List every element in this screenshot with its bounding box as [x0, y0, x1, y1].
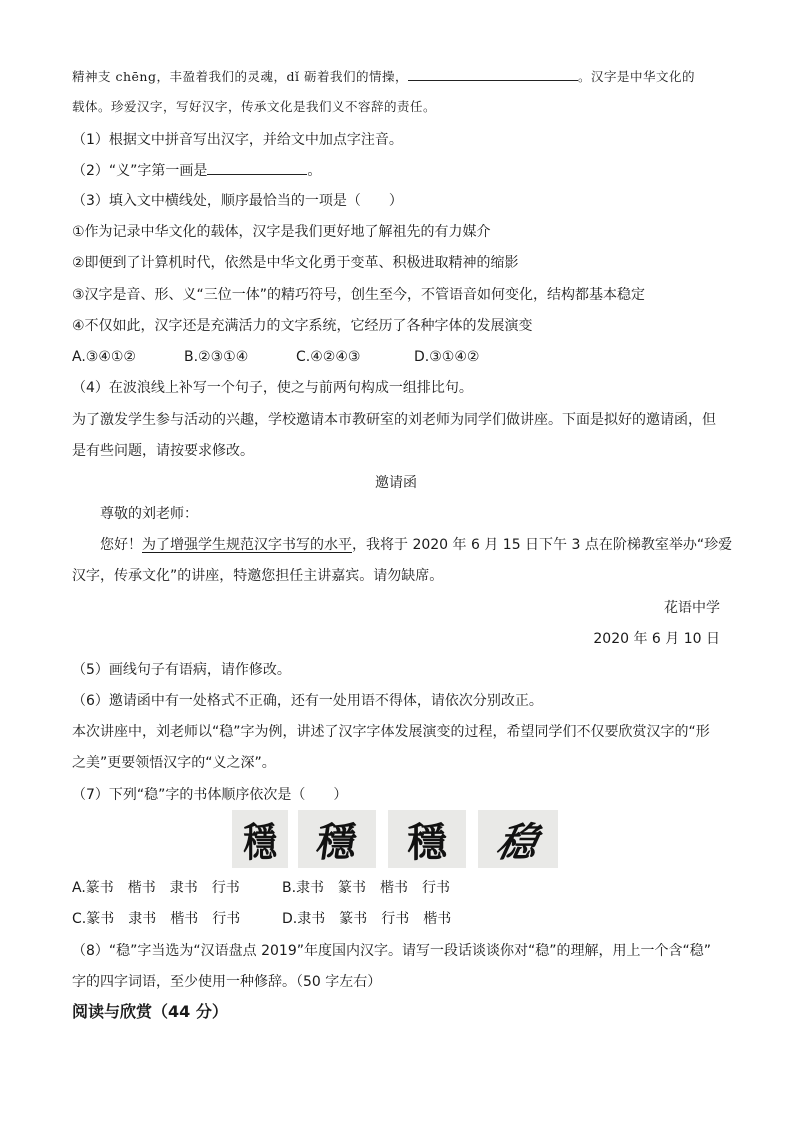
- q7-option-c[interactable]: C.篆书 隶书 楷书 行书: [72, 911, 241, 927]
- question-2: [72, 160, 720, 181]
- q3-item-1: ①作为记录中华文化的载体，汉字是我们更好地了解祖先的有力媒介: [72, 224, 491, 240]
- q3-item-2: ②即便到了计算机时代，依然是中华文化勇于变革、积极进取精神的缩影: [72, 255, 519, 271]
- q7-option-d[interactable]: D.隶书 篆书 行书 楷书: [282, 911, 452, 927]
- question-2-end: 。: [307, 163, 322, 179]
- q3-options: [72, 347, 720, 367]
- q3-item-4: ④不仅如此，汉字还是充满活力的文字系统，它经历了各种字体的发展演变: [72, 318, 533, 334]
- fill-blank-q2[interactable]: [207, 160, 307, 175]
- question-8-line-1: （8）“稳”字当选为“汉语盘点 2019”年度国内汉字。请写一段话谈谈你对“稳”的理解，用上一个含“稳”: [72, 943, 712, 959]
- calligraphy-char-3: 穩: [407, 818, 447, 866]
- passage-line-1: [72, 66, 720, 87]
- lecture-line-1: 本次讲座中，刘老师以“稳”字为例，讲述了汉字字体发展演变的过程，希望同学们不仅要欣赏汉字的“形: [72, 724, 710, 740]
- lecture-line-2: 之美”更要领悟汉字的“义之深”。: [72, 755, 276, 771]
- letter-salutation: 尊敬的刘老师：: [100, 506, 198, 522]
- q3-option-c[interactable]: C.④②④③: [296, 349, 361, 365]
- fill-blank-passage[interactable]: [408, 66, 578, 81]
- calligraphy-char-1: 穩: [243, 818, 277, 866]
- intro-line-1: 为了激发学生参与活动的兴趣，学校邀请本市教研室的刘老师为同学们做讲座。下面是拟好的邀请函，但: [72, 412, 716, 428]
- passage-text-a: 精神支 chēng，丰盈着我们的灵魂，dǐ 砺着我们的情操，: [72, 69, 408, 84]
- calligraphy-char-4: 稳: [492, 818, 543, 866]
- question-2-text: （2）“义”字第一画是: [72, 163, 208, 179]
- intro-line-2: 是有些问题，请按要求修改。: [72, 443, 254, 459]
- calligraphy-image-2: [298, 810, 376, 868]
- passage-text-b: 。汉字是中华文化的: [577, 69, 695, 84]
- q3-option-b[interactable]: B.②③①④: [184, 349, 249, 365]
- calligraphy-image-4: [478, 810, 558, 868]
- question-8-line-2: 字的四字词语，至少使用一种修辞。（50 字左右）: [72, 974, 382, 990]
- question-5: （5）画线句子有语病，请作修改。: [72, 662, 291, 678]
- q3-option-a[interactable]: A.③④①②: [72, 349, 136, 365]
- letter-date: 2020 年 6 月 10 日: [593, 631, 720, 647]
- letter-body-line-1: [100, 535, 733, 555]
- question-7: （7）下列“稳”字的书体顺序依次是（ ）: [72, 787, 348, 803]
- question-3: （3）填入文中横线处，顺序最恰当的一项是（ ）: [72, 193, 403, 209]
- question-4: （4）在波浪线上补写一个句子，使之与前两句构成一组排比句。: [72, 380, 473, 396]
- q3-option-d[interactable]: D.③①④②: [414, 349, 480, 365]
- calligraphy-image-3: [388, 810, 466, 868]
- passage-line-2: 载体。珍爱汉字，写好汉字，传承文化是我们义不容辞的责任。: [72, 99, 437, 114]
- letter-body-text: ，我将于 2020 年 6 月 15 日下午 3 点在阶梯教室举办“珍爱: [352, 537, 733, 553]
- question-1: （1）根据文中拼音写出汉字，并给文中加点字注音。: [72, 132, 403, 148]
- calligraphy-char-2: 穩: [313, 818, 360, 866]
- question-6: （6）邀请函中有一处格式不正确，还有一处用语不得体，请依次分别改正。: [72, 693, 543, 709]
- q7-option-b[interactable]: B.隶书 篆书 楷书 行书: [282, 880, 451, 896]
- q7-option-a[interactable]: A.篆书 楷书 隶书 行书: [72, 880, 240, 896]
- section-heading: 阅读与欣赏（44 分）: [72, 1002, 228, 1021]
- q3-item-3: ③汉字是音、形、义“三位一体”的精巧符号，创生至今，不管语音如何变化，结构都基本稳定: [72, 287, 646, 303]
- q7-options-row-2: [72, 909, 720, 929]
- letter-body-line-2: 汉字，传承文化”的讲座，特邀您担任主讲嘉宾。请勿缺席。: [72, 568, 444, 584]
- q7-options-row-1: [72, 878, 720, 898]
- letter-sender: 花语中学: [664, 600, 720, 616]
- calligraphy-image-1: [232, 810, 288, 868]
- letter-greeting: 您好！: [100, 537, 142, 553]
- underlined-sentence: 为了增强学生规范汉字书写的水平: [142, 537, 352, 553]
- letter-title: 邀请函: [375, 475, 417, 491]
